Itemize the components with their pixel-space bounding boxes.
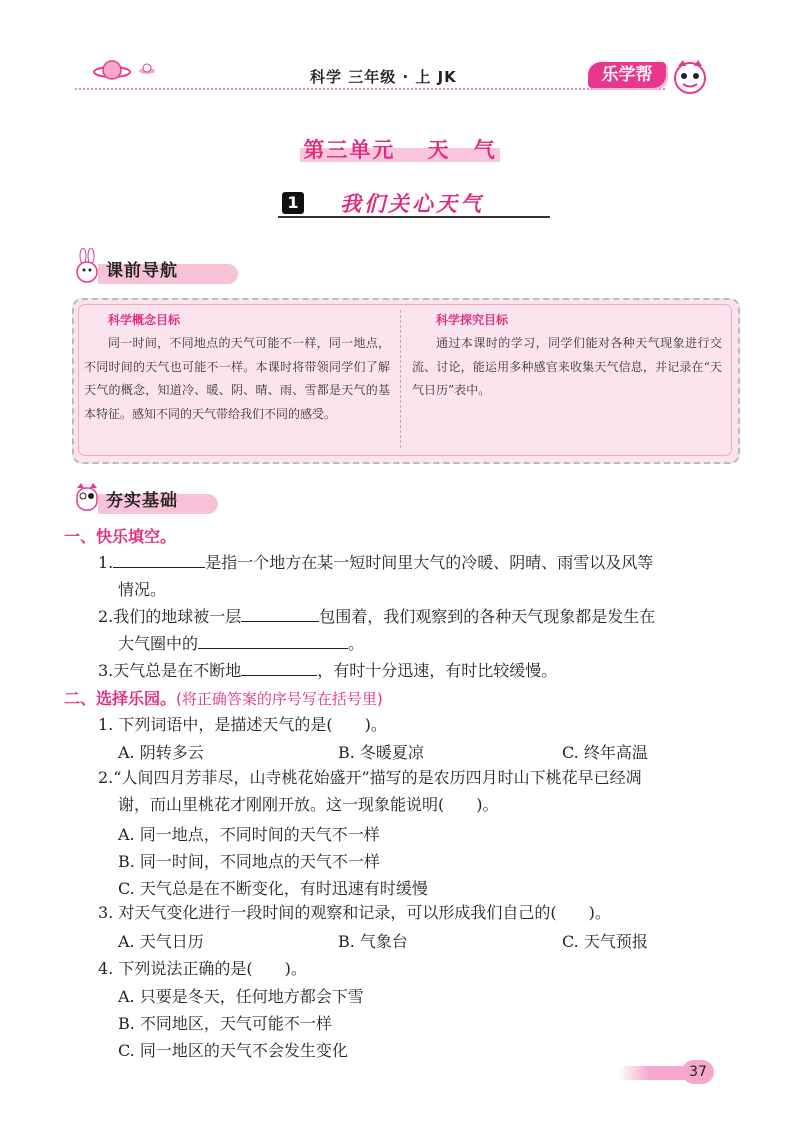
header-subject: 科学 三年级 · 上 JK — [310, 68, 457, 86]
choice-q3-option-c: C. 天气预报 — [562, 932, 648, 951]
concept-goal-text: 同一时间，不同地点的天气可能不一样，同一地点，不同时间的天气也可能不一样。本课时将带领同学们了解天气的概念，知道冷、暖、阴、晴、雨、雪都是天气的基本特征。感知不同的天气带给我们不同的感受。 — [84, 336, 390, 421]
choice-q2-option-a: A. 同一地点，不同时间的天气不一样 — [118, 825, 380, 844]
bunny-icon — [72, 248, 102, 284]
answer-blank[interactable] — [241, 605, 319, 622]
q-text: 大气圈中的 — [118, 634, 199, 653]
inquiry-goal-label: 科学探究目标 — [436, 313, 509, 327]
choice-q4-option-c: C. 同一地区的天气不会发生变化 — [118, 1041, 348, 1060]
q-text: 天气总是在不断地 — [113, 661, 242, 680]
choice-q1: 1. 下列词语中，是描述天气的是( )。 — [98, 715, 387, 734]
choice-q3-option-a: A. 天气日历 — [118, 932, 204, 951]
page-number: 37 — [682, 1060, 714, 1084]
brand-logo: 乐学帮 — [588, 62, 666, 88]
choice-q3: 3. 对天气变化进行一段时间的观察和记录，可以形成我们自己的( )。 — [98, 903, 611, 922]
answer-blank[interactable] — [198, 632, 348, 649]
fill-section-title: 一、快乐填空。 — [64, 527, 177, 546]
choice-q1-option-b: B. 冬暖夏凉 — [338, 743, 424, 762]
choice-q2-option-c: C. 天气总是在不断变化，有时迅速有时缓慢 — [118, 879, 428, 898]
section-badge-basics — [72, 486, 222, 512]
choice-title: 二、选择乐园。 — [64, 689, 177, 708]
choice-q4-option-a: A. 只要是冬天，任何地方都会下雪 — [118, 987, 364, 1006]
fill-q2-line2 — [118, 630, 364, 657]
q-number: 3. — [98, 661, 114, 680]
planet-icon — [92, 58, 132, 84]
inquiry-goal-text: 通过本课时的学习，同学们能对各种天气现象进行交流、讨论，能运用多种感官来收集天气信息，并记录在“天气日历”表中。 — [412, 336, 722, 397]
choice-q2-option-b: B. 同一时间，不同地点的天气不一样 — [118, 852, 380, 871]
goals-divider — [400, 310, 401, 448]
concept-goal-label: 科学概念目标 — [108, 313, 181, 327]
unit-title: 第三单元 天 气 — [303, 137, 497, 162]
lesson-title: 我们关心天气 — [340, 191, 484, 216]
q-text: 包围着，我们观察到的各种天气现象都是发生在 — [319, 607, 656, 626]
choice-q4-option-b: B. 不同地区，天气可能不一样 — [118, 1014, 332, 1033]
q-number: 2. — [98, 607, 114, 626]
ufo-icon — [138, 62, 156, 76]
badge-label: 课前导航 — [106, 261, 178, 281]
q-text: 。 — [348, 634, 365, 653]
q-text: 我们的地球被一层 — [113, 607, 242, 626]
answer-blank[interactable] — [113, 551, 205, 568]
fill-q1-line2: 情况。 — [118, 580, 167, 599]
q-text: ，有时十分迅速，有时比较缓慢。 — [317, 661, 558, 680]
q-text: 是指一个地方在某一短时间里大气的冷暖、阴晴、雨雪以及风等 — [205, 553, 654, 572]
owl-icon — [72, 478, 102, 514]
section-badge-preview — [72, 256, 242, 282]
choice-q3-option-b: B. 气象台 — [338, 932, 408, 951]
lesson-number: 1 — [282, 192, 304, 214]
choice-note: (将正确答案的序号写在括号里) — [176, 690, 383, 708]
choice-q1-option-c: C. 终年高温 — [562, 743, 648, 762]
mascot-icon — [668, 56, 712, 96]
fill-q2 — [98, 603, 738, 630]
q-number: 1. — [98, 553, 114, 572]
answer-blank[interactable] — [241, 659, 317, 676]
fill-q3 — [98, 657, 738, 684]
lesson-underline — [278, 216, 550, 218]
choice-section-title — [64, 686, 383, 709]
badge-label: 夯实基础 — [106, 491, 178, 511]
header-divider — [75, 88, 665, 90]
choice-q2-line1: 2.“人间四月芳菲尽，山寺桃花始盛开”描写的是农历四月时山下桃花早已经凋 — [98, 768, 642, 787]
choice-q1-option-a: A. 阴转多云 — [118, 743, 204, 762]
fill-q1 — [98, 549, 738, 576]
choice-q2-line2: 谢，而山里桃花才刚刚开放。这一现象能说明( )。 — [118, 795, 499, 814]
choice-q4: 4. 下列说法正确的是( )。 — [98, 959, 307, 978]
